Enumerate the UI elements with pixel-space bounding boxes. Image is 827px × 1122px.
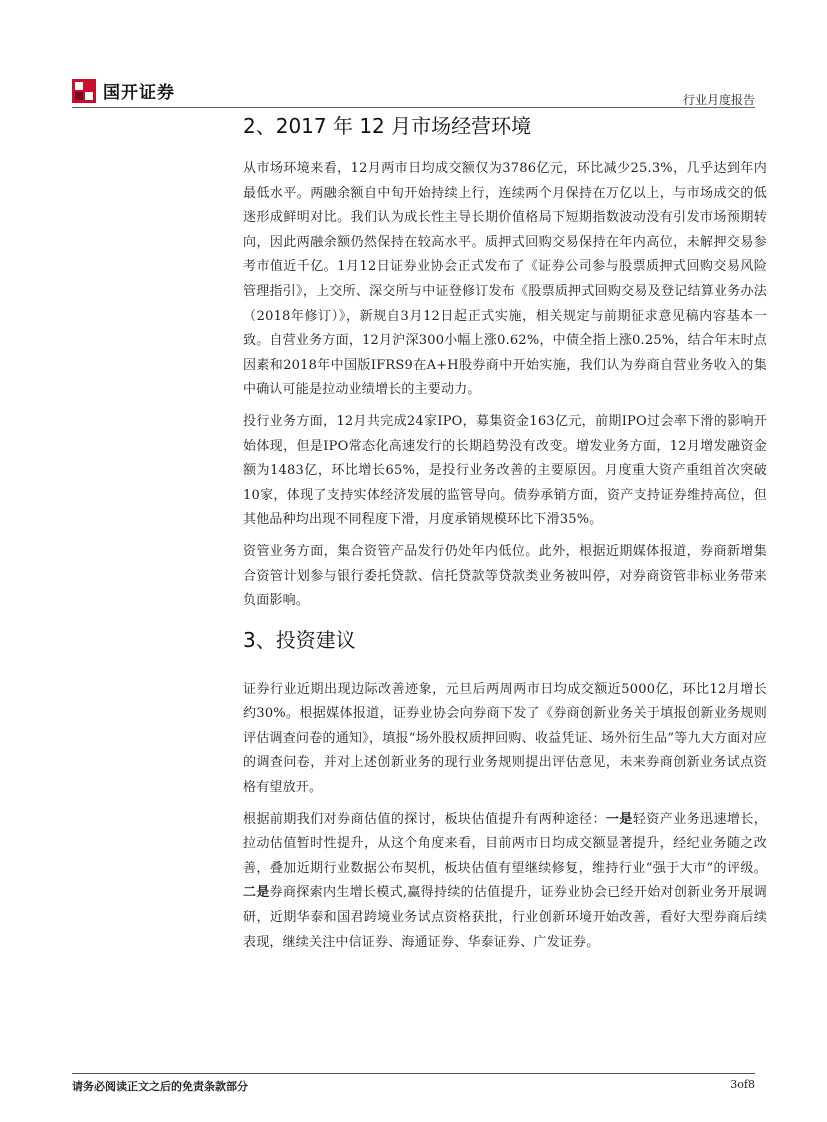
page-number: 3of8 bbox=[730, 1078, 755, 1091]
logo-text: 国开证券 bbox=[103, 83, 175, 103]
report-body bbox=[243, 112, 767, 955]
section-2-paragraph-ib: 投行业务方面，12月共完成24家IPO，募集资金163亿元，前期IPO过会率下滑的影响开始体现，但是IPO常态化高速发行的长期趋势没有改变。增发业务方面，12月增发融资金额为1483亿，环比增长65%，是投行业务改善的主要原因。月度重大资产重组首次突破10家，体现了支持实体经济发展的监管导向。债券承销方面，资产支持证券维持高位，但其他品种均出现不同程度下滑，月度承销规模环比下滑35%。 bbox=[243, 413, 767, 528]
footer-disclaimer: 请务必阅读正文之后的免责条款部分 bbox=[72, 1080, 248, 1093]
section-2-heading: 2、2017 年 12 月市场经营环境 bbox=[243, 114, 532, 138]
section-2-paragraph-market: 从市场环境来看，12月两市日均成交额仅为3786亿元，环比减少25.3%，几乎达到年内最低水平。两融余额自中旬开始持续上行，连续两个月保持在万亿以上，与市场成交的低迷形成鲜明对比。我们认为成长性主导长期价值格局下短期指数波动没有引发市场预期转向，因此两融余额仍然保持在较高水平。质押式回购交易保持在年内高位，未解押交易参考市值近千亿。1月12日证券业协会正式发布了《证券公司参与股票质押式回购交易风险管理指引》，上交所、深交所与中证登修订发布《股票质押式回购交易及登记结算业务办法（2018年修订）》，新规自3月12日起正式实施，相关规定与前期征求意见稿内容基本一致。自营业务方面，12月沪深300小幅上涨0.62%，中债全指上涨0.25%，结合年末时点因素和2018年中国版IFRS9在A+H股券商中开始实施，我们认为券商自营业务收入的集中确认可能是拉动业绩增长的主要动力。 bbox=[243, 161, 767, 398]
path-two-label: 二是 bbox=[243, 885, 270, 901]
valuation-intro: 根据前期我们对券商估值的探讨，板块估值提升有两种途径： bbox=[243, 811, 606, 827]
section-3-heading: 3、投资建议 bbox=[243, 627, 356, 652]
section-2-paragraph-am: 资管业务方面，集合资管产品发行仍处年内低位。此外，根据近期媒体报道，券商新增集合资管计划参与银行委托贷款、信托贷款等贷款类业务被叫停，对券商资管非标业务带来负面影响。 bbox=[243, 543, 767, 609]
page-header bbox=[0, 0, 827, 110]
report-type: 行业月度报告 bbox=[682, 93, 755, 107]
logo-mark-icon bbox=[72, 79, 96, 103]
company-logo bbox=[72, 78, 175, 103]
path-one-text: 轻资产业务迅速增长，拉动估值暂时性提升，从这个角度来看，目前两市日均成交额显著提升，经纪业务随之改善，叠加近期行业数据公布契机，板块估值有望继续修复，维持行业“强于大市”的评级。 bbox=[243, 811, 767, 876]
path-two-text: 券商探索内生增长模式,赢得持续的估值提升，证券业协会已经开始对创新业务开展调研，近期华泰和国君跨境业务试点资格获批，行业创新环境开始改善，看好大型券商后续表现，继续关注中信证券、海通证券、华泰证券、广发证券。 bbox=[243, 885, 767, 950]
section-3-paragraph-outlook: 证券行业近期出现边际改善迹象，元旦后两周两市日均成交额近5000亿，环比12月增长约30%。根据媒体报道，证券业协会向券商下发了《券商创新业务关于填报创新业务规则评估调查问卷的通知》，填报“场外股权质押回购、收益凭证、场外衍生品”等九大方面对应的调查问卷，并对上述创新业务的现行业务规则提出评估意见，未来券商创新业务试点资格有望放开。 bbox=[243, 681, 767, 796]
footer-divider bbox=[72, 1073, 755, 1074]
header-divider bbox=[72, 107, 755, 108]
path-one-label: 一是 bbox=[605, 811, 633, 827]
section-3-paragraph-valuation bbox=[243, 808, 767, 956]
